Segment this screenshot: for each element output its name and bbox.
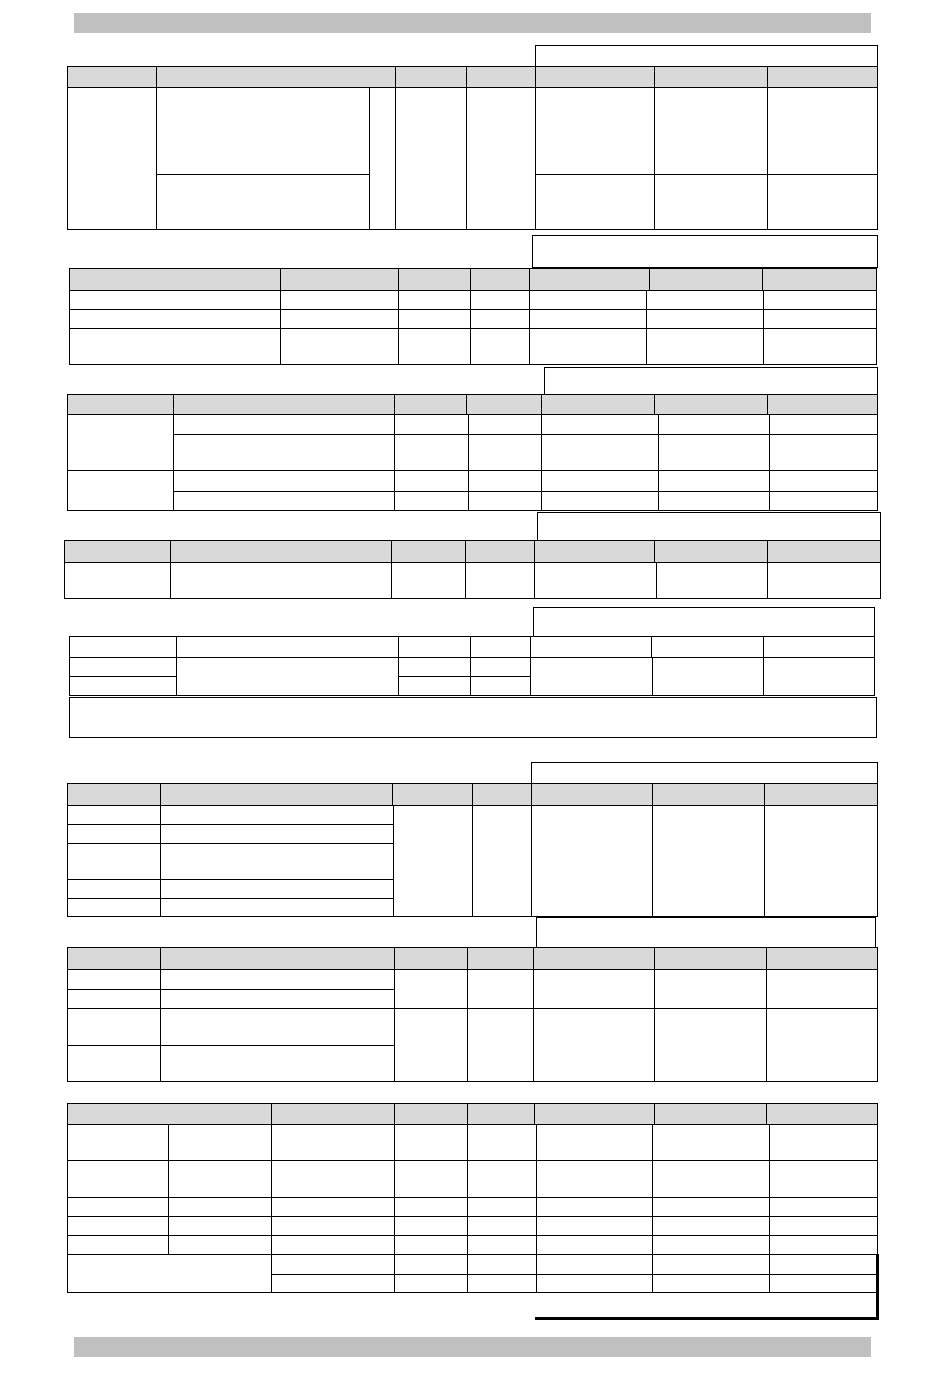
table-8-cell	[652, 1197, 770, 1217]
table-3-cell	[769, 414, 878, 435]
table-2-cell	[646, 290, 764, 310]
table-7-cell	[160, 1008, 395, 1046]
table-6-header-cell	[652, 783, 765, 806]
table-1-cell	[535, 87, 655, 175]
table-6-header-cell	[764, 783, 878, 806]
table-3-cell	[658, 491, 770, 511]
table-6-cell	[764, 805, 878, 917]
table-5-cell	[69, 657, 177, 677]
table-4-cell	[391, 562, 466, 599]
table-3-cell	[468, 491, 542, 511]
table-7-cell	[160, 1045, 395, 1082]
table-7-cell	[467, 969, 534, 1009]
table-2-cell	[763, 309, 877, 329]
table-8-cell	[168, 1160, 272, 1198]
table-5-caption-box	[533, 607, 875, 637]
table-4-header-cell	[64, 540, 171, 563]
table-8-cell	[467, 1197, 537, 1217]
table-6-cell	[652, 805, 765, 917]
table-8-cell	[467, 1254, 537, 1275]
table-2-header-cell	[69, 268, 281, 291]
table-7-cell	[394, 1008, 468, 1082]
table-6-cell	[160, 824, 394, 844]
table-8-cell	[168, 1235, 272, 1255]
table-8-cell	[271, 1124, 395, 1161]
table-8-cell	[536, 1254, 653, 1275]
table-8-cell	[271, 1274, 395, 1293]
table-1-cell	[767, 174, 878, 230]
table-3-cell	[394, 491, 469, 511]
table-4-header-cell	[654, 540, 768, 563]
table-3-header-cell	[67, 394, 174, 415]
table-8-cell	[394, 1160, 468, 1198]
table-1-header-cell	[767, 66, 878, 88]
table-8-cell	[467, 1124, 537, 1161]
table-2-cell	[69, 309, 281, 329]
table-3-cell	[394, 434, 469, 471]
table-7-cell	[654, 1008, 767, 1082]
table-6-header-cell	[472, 783, 532, 806]
table-1-cell	[395, 87, 467, 230]
table-3-cell	[67, 414, 174, 471]
table-7-header-cell	[654, 947, 767, 970]
table-4-cell	[767, 562, 881, 599]
table-5-cell	[398, 676, 471, 696]
table-8-cell	[467, 1160, 537, 1198]
table-1-header-cell	[535, 66, 655, 88]
footer-band	[74, 1337, 871, 1357]
table-4-caption-box	[537, 512, 881, 541]
table-5-header-cell	[176, 636, 399, 658]
table-3-cell	[394, 470, 469, 492]
table-7-cell	[67, 1008, 161, 1046]
table-6-header-cell	[160, 783, 393, 806]
table-8-header-cell	[654, 1103, 767, 1125]
table-8-cell	[271, 1235, 395, 1255]
table-8-cell	[394, 1197, 468, 1217]
table-7-cell	[766, 969, 878, 1009]
table-8-cell	[769, 1235, 878, 1255]
table-7-cell	[467, 1008, 534, 1082]
table-7-header-cell	[160, 947, 395, 970]
table-2-cell	[398, 328, 471, 365]
table-7-cell	[533, 969, 655, 1009]
table-3-header-cell	[173, 394, 395, 415]
table-7-cell	[67, 969, 161, 990]
table-5-cell	[398, 657, 471, 677]
table-1-cell	[369, 87, 396, 230]
table-3-cell	[67, 470, 174, 511]
table-4-header-cell	[767, 540, 881, 563]
table-3-header-cell	[654, 394, 768, 415]
table-5-cell	[69, 676, 177, 696]
table-4-header-cell	[534, 540, 655, 563]
table-1-cell	[767, 87, 878, 175]
table-6-cell	[531, 805, 653, 917]
table-3-cell	[658, 470, 770, 492]
table-8-cell	[769, 1216, 878, 1236]
table-8-cell	[67, 1160, 169, 1198]
table-3-cell	[658, 414, 770, 435]
table-7-cell	[160, 989, 395, 1009]
table-1-header-cell	[395, 66, 467, 88]
table-5-cell	[530, 657, 653, 696]
table-6-caption-box	[531, 762, 878, 784]
table-8-cell	[168, 1197, 272, 1217]
table-8-cell	[536, 1216, 653, 1236]
table-1-header-cell	[67, 66, 157, 88]
table-8-cell	[168, 1124, 272, 1161]
table-8-cell	[536, 1274, 653, 1293]
table-8-cell	[394, 1216, 468, 1236]
table-5-cell	[470, 657, 531, 677]
table-2-cell	[280, 309, 399, 329]
table-8-cell	[769, 1254, 878, 1275]
table-6-cell	[67, 898, 161, 917]
table-4-cell	[170, 562, 392, 599]
table-2-caption-box	[532, 235, 878, 268]
table-8-cell	[67, 1254, 272, 1293]
table-7-header-cell	[67, 947, 161, 970]
table-8-cell	[769, 1160, 878, 1198]
table-8-header-cell	[271, 1103, 395, 1125]
table-8-cell	[536, 1124, 653, 1161]
table-3-cell	[658, 434, 770, 471]
table-7-cell	[654, 969, 767, 1009]
table-2-header-cell	[529, 268, 650, 291]
table-2-cell	[470, 328, 530, 365]
table-5-cell	[763, 657, 875, 696]
table-1-header-cell	[466, 66, 536, 88]
table-8-cell	[467, 1216, 537, 1236]
table-3-cell	[769, 470, 878, 492]
table-1-cell	[67, 87, 157, 230]
table-7-cell	[67, 1045, 161, 1082]
table-8-cell	[168, 1216, 272, 1236]
table-2-cell	[646, 328, 764, 365]
table-5-header-cell	[651, 636, 764, 658]
table-3-cell	[468, 470, 542, 492]
table-8-header-cell	[67, 1103, 272, 1125]
table-6-header-cell	[392, 783, 473, 806]
table-1-cell	[654, 174, 768, 230]
table-8-header-cell	[534, 1103, 655, 1125]
table-8-cell	[67, 1197, 169, 1217]
table-2-cell	[69, 328, 281, 365]
table-7-cell	[160, 969, 395, 990]
table-7-header-cell	[394, 947, 468, 970]
table-5-header-cell	[398, 636, 471, 658]
table-4-cell	[465, 562, 535, 599]
table-5-cell	[176, 657, 399, 696]
table-3-header-cell	[541, 394, 655, 415]
table-8-header-cell	[394, 1103, 468, 1125]
table-2-cell	[646, 309, 764, 329]
table-8-cell	[394, 1254, 468, 1275]
table-8-cell	[769, 1274, 878, 1293]
table-8-header-cell	[766, 1103, 878, 1125]
table-3-cell	[541, 491, 659, 511]
table-3-cell	[541, 470, 659, 492]
table-7-cell	[533, 1008, 655, 1082]
table-2-cell	[763, 290, 877, 310]
table-3-header-cell	[466, 394, 542, 415]
table-8-cell	[67, 1216, 169, 1236]
table-6-cell	[160, 898, 394, 917]
table-7-cell	[766, 1008, 878, 1082]
table-2-cell	[280, 328, 399, 365]
table-5-header-cell	[763, 636, 875, 658]
table-8-cell	[394, 1274, 468, 1293]
table-3-cell	[541, 434, 659, 471]
table-8-cell	[769, 1197, 878, 1217]
table-3-cell	[173, 414, 395, 435]
table-8-header-cell	[467, 1103, 535, 1125]
table-6-cell	[67, 824, 161, 844]
table-7-header-cell	[467, 947, 534, 970]
table-8-cell	[467, 1274, 537, 1293]
table-3-cell	[769, 434, 878, 471]
table-6-cell	[67, 879, 161, 899]
table-3-cell	[468, 434, 542, 471]
table-3-cell	[394, 414, 469, 435]
table-5-header-cell	[470, 636, 531, 658]
table-2-cell	[529, 328, 647, 365]
table-8-cell	[394, 1235, 468, 1255]
table-8-cell	[652, 1254, 770, 1275]
table-3-header-cell	[394, 394, 467, 415]
table-7-header-cell	[533, 947, 655, 970]
table-1-header-cell	[156, 66, 396, 88]
table-8-cell	[536, 1197, 653, 1217]
table-8-cell	[271, 1216, 395, 1236]
table-8-total-box	[535, 1292, 879, 1320]
table-6-cell	[160, 879, 394, 899]
table-6-cell	[160, 805, 394, 825]
table-4-header-cell	[465, 540, 535, 563]
table-3-cell	[769, 491, 878, 511]
table-8-cell	[652, 1216, 770, 1236]
table-7-cell	[394, 969, 468, 1009]
table-2-cell	[398, 309, 471, 329]
table-3-cell	[468, 414, 542, 435]
table-2-cell	[763, 328, 877, 365]
table-2-cell	[529, 290, 647, 310]
table-5-note-box	[69, 697, 877, 738]
table-1-header-cell	[654, 66, 768, 88]
table-4-header-cell	[391, 540, 466, 563]
table-4-header-cell	[170, 540, 392, 563]
table-2-header-cell	[649, 268, 763, 291]
table-8-cell	[652, 1124, 770, 1161]
table-2-header-cell	[762, 268, 877, 291]
table-4-cell	[656, 562, 768, 599]
table-5-header-cell	[530, 636, 652, 658]
table-8-cell	[271, 1254, 395, 1275]
table-8-cell	[67, 1124, 169, 1161]
table-8-cell	[271, 1160, 395, 1198]
table-5-header-cell	[69, 636, 177, 658]
table-2-cell	[470, 290, 530, 310]
table-2-header-cell	[398, 268, 471, 291]
table-6-cell	[393, 805, 473, 917]
table-8-cell	[652, 1160, 770, 1198]
table-8-cell	[769, 1124, 878, 1161]
table-7-header-cell	[766, 947, 878, 970]
table-1-cell	[156, 174, 370, 230]
table-6-cell	[67, 843, 161, 880]
table-7-caption-box	[536, 917, 876, 948]
table-3-cell	[173, 470, 395, 492]
table-6-header-cell	[531, 783, 653, 806]
table-8-cell	[467, 1235, 537, 1255]
table-2-cell	[470, 309, 530, 329]
header-band	[74, 13, 871, 33]
table-1-cell	[156, 87, 370, 175]
table-8-cell	[536, 1160, 653, 1198]
table-4-cell	[534, 562, 657, 599]
table-3-cell	[541, 414, 659, 435]
table-2-cell	[529, 309, 647, 329]
table-3-caption-box	[544, 367, 878, 395]
table-1-caption-box	[535, 45, 878, 67]
table-4-cell	[64, 562, 171, 599]
table-8-cell	[394, 1124, 468, 1161]
table-2-cell	[398, 290, 471, 310]
table-8-cell	[67, 1235, 169, 1255]
table-1-cell	[535, 174, 655, 230]
table-8-cell	[271, 1197, 395, 1217]
table-5-cell	[652, 657, 764, 696]
table-5-cell	[470, 676, 531, 696]
table-1-cell	[654, 87, 768, 175]
table-6-cell	[472, 805, 532, 917]
table-3-cell	[173, 491, 395, 511]
table-8-cell	[536, 1235, 653, 1255]
table-3-cell	[173, 434, 395, 471]
table-2-cell	[69, 290, 281, 310]
table-8-cell	[652, 1235, 770, 1255]
table-2-header-cell	[280, 268, 399, 291]
table-2-cell	[280, 290, 399, 310]
table-6-header-cell	[67, 783, 161, 806]
table-3-header-cell	[767, 394, 878, 415]
table-8-cell	[652, 1274, 770, 1293]
table-2-header-cell	[470, 268, 530, 291]
table-6-cell	[67, 805, 161, 825]
table-1-cell	[466, 87, 536, 230]
table-7-cell	[67, 989, 161, 1009]
table-6-cell	[160, 843, 394, 880]
